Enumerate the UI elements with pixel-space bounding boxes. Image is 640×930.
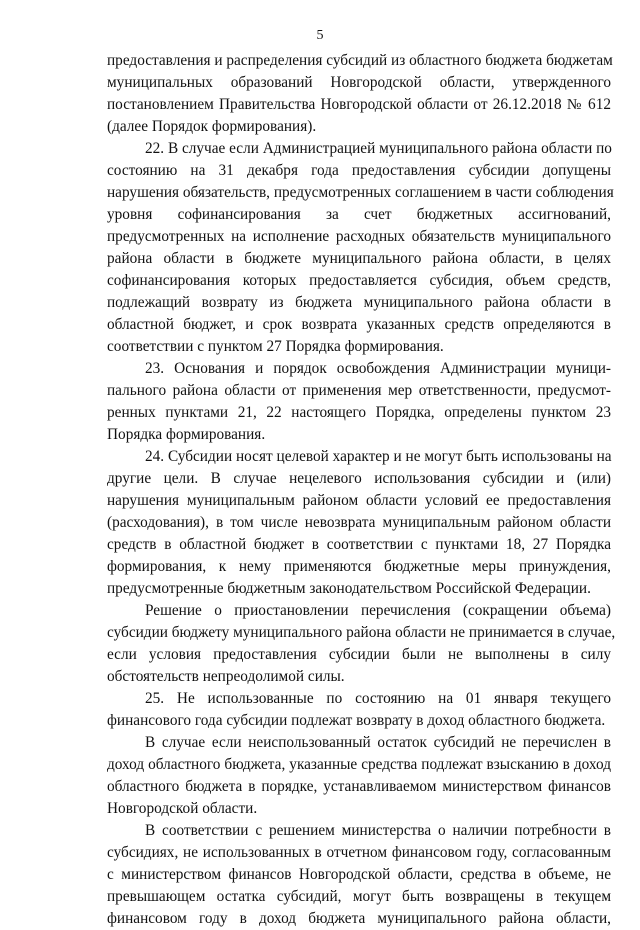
text-line: доход областного бюджета, указанные средства подлежат взысканию в доход [107,756,611,773]
text-line: областной бюджет, и срок возврата указанных средств определяются в [107,316,611,333]
text-line: если условия предоставления субсидии были не выполнены в силу [107,646,611,663]
text-line: ренных пунктами 21, 22 настоящего Порядка, определены пунктом 23 [107,404,611,421]
document-body [107,50,616,930]
text-line: (расходования), в том числе невозврата муниципальным районом области [107,514,611,531]
text-line: нарушения муниципальным районом области условий ее предоставления [107,492,611,509]
text-line: предусмотренные бюджетным законодательством Российской Федерации. [107,580,591,597]
page-number: 5 [316,28,324,43]
paragraph [107,138,614,358]
text-line: 22. В случае если Администрацией муниципального района области по [145,140,612,157]
paragraph [107,820,611,930]
text-line: В случае если неиспользованный остаток субсидий не перечислен в [145,734,611,751]
paragraph [107,446,611,600]
text-line: формирования, к нему применяются бюджетные меры принуждения, [107,558,611,575]
text-line: областного бюджета в порядке, устанавливаемом министерством финансов [107,778,611,795]
text-line: финансового года субсидии подлежат возврату в доход областного бюджета. [107,712,606,729]
text-line: предусмотренных на исполнение расходных обязательств муниципального [107,228,611,245]
text-line: района области в бюджете муниципального района области, в целях [107,250,611,267]
paragraph [107,600,616,688]
text-line: финансовом году в доход бюджета муниципального района области, [107,910,611,927]
text-line: 24. Субсидии носят целевой характер и не могут быть использованы на [145,448,612,465]
text-line: Решение о приостановлении перечисления (сокращении объема) [145,602,611,619]
text-line: постановлением Правительства Новгородской области от 26.12.2018 № 612 [107,96,611,113]
text-line: 25. Не использованные по состоянию на 01 января текущего [145,690,611,707]
text-line: пального района области от применения мер ответственности, предусмот- [107,382,611,399]
text-line: превышающем остатка субсидий, могут быть возвращены в текущем [107,888,611,905]
text-line: уровня софинансирования за счет бюджетных ассигнований, [107,206,611,223]
text-line: софинансирования которых предоставляется субсидия, объем средств, [107,272,611,289]
text-line: обстоятельств непреодолимой силы. [107,668,345,685]
text-line: (далее Порядок формирования). [107,118,317,135]
text-line: нарушения обязательств, предусмотренных соглашением в части соблюдения [107,184,614,201]
text-line: подлежащий возврату из бюджета муниципального района области в [107,294,611,311]
text-line: муниципальных образований Новгородской области, утвержденного [107,74,611,91]
paragraph [107,358,611,446]
text-line: соответствии с пунктом 27 Порядка формирования. [107,338,444,355]
text-line: субсидиях, не использованных в отчетном финансовом году, согласованным [107,844,611,861]
text-line: средств в областной бюджет в соответствии с пунктами 18, 27 Порядка [107,536,611,553]
text-line: Новгородской области. [107,800,258,817]
text-line: с министерством финансов Новгородской области, средства в объеме, не [107,866,611,883]
text-line: предоставления и распределения субсидий из областного бюджета бюджетам [107,52,613,69]
paragraph [107,50,611,138]
text-line: состоянию на 31 декабря года предоставления субсидии допущены [107,162,611,179]
text-line: другие цели. В случае нецелевого использования субсидии и (или) [107,470,611,487]
text-line: 23. Основания и порядок освобождения Администрации муници- [145,360,611,377]
paragraph [107,732,611,820]
text-line: В соответствии с решением министерства о наличии потребности в [145,822,611,839]
paragraph [107,688,611,732]
text-line: субсидии бюджету муниципального района области не принимается в случае, [107,624,616,641]
text-line: Порядка формирования. [107,426,266,443]
